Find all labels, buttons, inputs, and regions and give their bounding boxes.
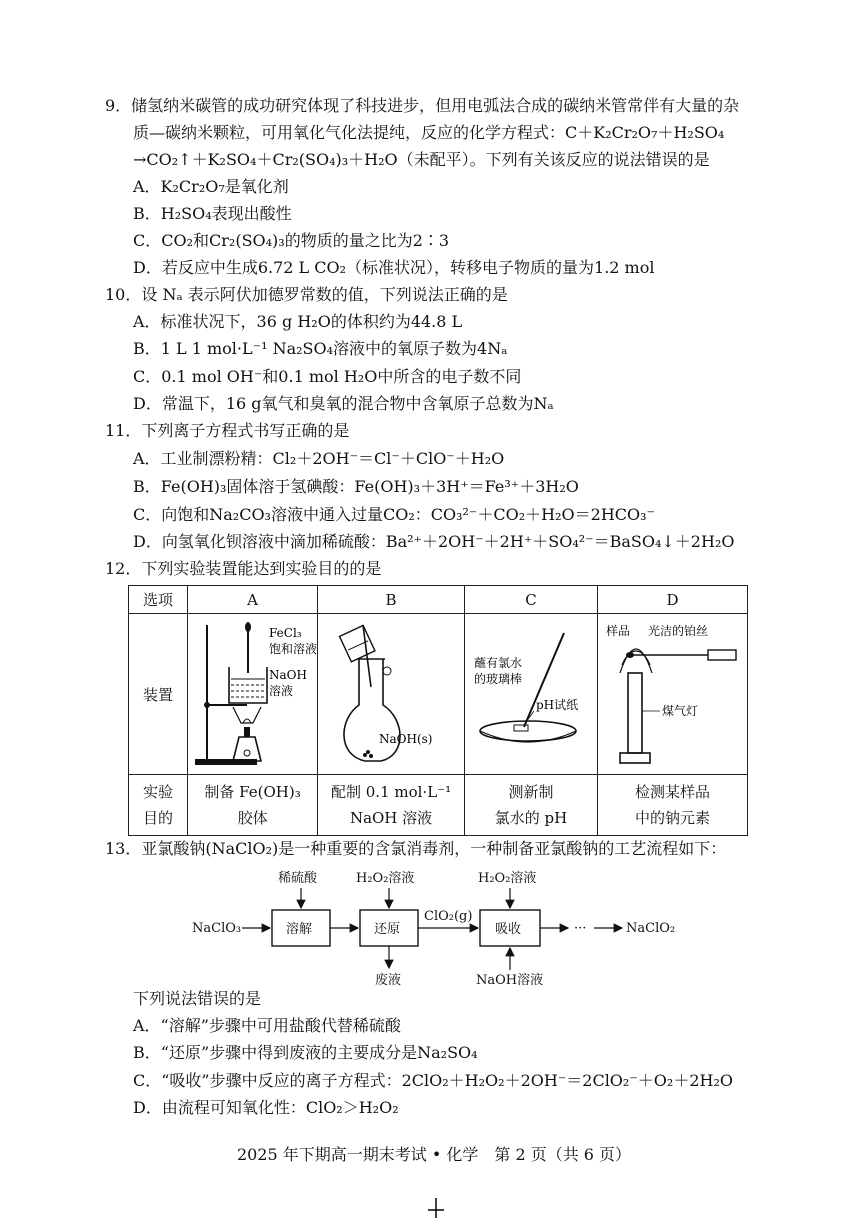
page-footer: 2025 年下期高一期末考试 • 化学 第 2 页（共 6 页） bbox=[236, 1145, 632, 1164]
figure-c-label-2: 的玻璃棒 bbox=[474, 671, 523, 686]
binding-mark-icon bbox=[427, 1196, 445, 1220]
flow-end-label: NaClO₂ bbox=[626, 921, 676, 936]
table-header-option: 选项 bbox=[129, 586, 188, 614]
flow-input-naoh: NaOH溶液 bbox=[476, 973, 544, 988]
figure-a-label-4: 溶液 bbox=[268, 683, 293, 698]
q9-option-c: C．CO₂和Cr₂(SO₄)₃的物质的量之比为2∶3 bbox=[133, 231, 450, 250]
flow-start-label: NaClO₃ bbox=[192, 921, 242, 936]
figure-a-label-2: 饱和溶液 bbox=[268, 641, 317, 656]
q10-option-c: C．0.1 mol OH⁻和0.1 mol H₂O中所含的电子数不同 bbox=[133, 367, 522, 386]
q13-stem: 13．亚氯酸钠(NaClO₂)是一种重要的含氯消毒剂，一种制备亚氯酸钠的工艺流程如下： bbox=[105, 839, 727, 858]
q10-option-d: D．常温下，16 g氧气和臭氧的混合物中含氧原子总数为Nₐ bbox=[133, 394, 554, 413]
figure-a-label-1: FeCl₃ bbox=[268, 625, 302, 640]
q10-stem: 10．设 Nₐ 表示阿伏加德罗常数的值，下列说法正确的是 bbox=[105, 285, 508, 304]
q13-option-b: B．“还原”步骤中得到废液的主要成分是Na₂SO₄ bbox=[133, 1043, 478, 1062]
figure-c-label-3: pH试纸 bbox=[536, 697, 579, 712]
flow-output-waste: 废液 bbox=[375, 973, 402, 988]
figure-a-colloid-setup bbox=[188, 614, 318, 775]
q11-option-b: B．Fe(OH)₃固体溶于氢碘酸：Fe(OH)₃＋3H⁺＝Fe³⁺＋3H₂O bbox=[133, 477, 579, 496]
table-header-c: C bbox=[465, 586, 598, 614]
q13-sub: 下列说法错误的是 bbox=[133, 989, 262, 1008]
q9-option-a: A．K₂Cr₂O₇是氧化剂 bbox=[133, 177, 289, 196]
figure-d-flame-test bbox=[597, 614, 747, 775]
figure-a-label-3: NaOH bbox=[268, 667, 307, 682]
q13-option-a: A．“溶解”步骤中可用盐酸代替稀硫酸 bbox=[133, 1016, 401, 1035]
q9-option-b: B．H₂SO₄表现出酸性 bbox=[133, 204, 292, 223]
q11-stem: 11．下列离子方程式书写正确的是 bbox=[105, 421, 350, 440]
figure-c-label-1: 蘸有氯水 bbox=[474, 655, 523, 670]
flow-box-reduce-label: 还原 bbox=[374, 922, 401, 937]
q13-option-d: D．由流程可知氧化性：ClO₂＞H₂O₂ bbox=[133, 1098, 399, 1117]
purpose-a: 制备 Fe(OH)₃ 胶体 bbox=[188, 775, 318, 836]
purpose-d: 检测某样品 中的钠元素 bbox=[597, 775, 747, 836]
figure-c-ph-test bbox=[465, 614, 598, 775]
q9-line1: 9．储氢纳米碳管的成功研究体现了科技进步，但用电弧法合成的碳纳米管常伴有大量的杂 bbox=[105, 96, 740, 115]
figure-d-label-1: 样品 bbox=[606, 623, 631, 638]
flow-box-dissolve-label: 溶解 bbox=[286, 922, 313, 937]
q13-option-c: C．“吸收”步骤中反应的离子方程式：2ClO₂＋H₂O₂＋2OH⁻＝2ClO₂⁻＋O₂＋2H₂O bbox=[133, 1071, 733, 1090]
q12-stem: 12．下列实验装置能达到实验目的的是 bbox=[105, 559, 382, 578]
q9-line2: 质—碳纳米颗粒，可用氧化气化法提纯，反应的化学方程式：C＋K₂Cr₂O₇＋H₂SO₄ bbox=[133, 123, 725, 142]
flow-gas-label: ClO₂(g) bbox=[424, 909, 473, 924]
q9-option-d: D．若反应中生成6.72 L CO₂（标准状况），转移电子物质的量为1.2 mol bbox=[133, 258, 655, 277]
flow-box-absorb-label: 吸收 bbox=[495, 922, 522, 937]
row-label-purpose: 实验 目的 bbox=[129, 775, 188, 836]
q11-option-c: C．向饱和Na₂CO₃溶液中通入过量CO₂：CO₃²⁻＋CO₂＋H₂O＝2HCO₃⁻ bbox=[133, 505, 655, 524]
figure-d-label-3: 煤气灯 bbox=[662, 703, 699, 718]
row-label-apparatus: 装置 bbox=[129, 614, 188, 775]
flow-input-acid: 稀硫酸 bbox=[278, 871, 318, 886]
q10-option-b: B．1 L 1 mol·L⁻¹ Na₂SO₄溶液中的氧原子数为4Nₐ bbox=[133, 339, 508, 358]
figure-b-label-1: NaOH(s) bbox=[378, 731, 433, 746]
table-header-a: A bbox=[188, 586, 318, 614]
q11-option-d: D．向氢氧化钡溶液中滴加稀硫酸：Ba²⁺＋2OH⁻＋2H⁺＋SO₄²⁻＝BaSO₄↓＋2H₂O bbox=[133, 532, 735, 551]
q11-option-a: A．工业制漂粉精：Cl₂＋2OH⁻＝Cl⁻＋ClO⁻＋H₂O bbox=[133, 449, 505, 468]
figure-b-volumetric-flask bbox=[318, 614, 465, 775]
flow-ellipsis: ··· bbox=[574, 921, 587, 936]
table-header-b: B bbox=[318, 586, 465, 614]
flow-input-h2o2-2: H₂O₂溶液 bbox=[478, 871, 537, 886]
process-flow-diagram bbox=[190, 866, 710, 992]
figure-d-label-2: 光洁的铂丝 bbox=[648, 623, 709, 638]
experiment-table bbox=[128, 585, 748, 836]
table-header-d: D bbox=[597, 586, 747, 614]
q10-option-a: A．标准状况下，36 g H₂O的体积约为44.8 L bbox=[133, 312, 463, 331]
flow-input-h2o2-1: H₂O₂溶液 bbox=[356, 871, 415, 886]
purpose-c: 测新制 氯水的 pH bbox=[465, 775, 598, 836]
q9-line3: →CO₂↑＋K₂SO₄＋Cr₂(SO₄)₃＋H₂O（未配平）。下列有关该反应的说法错误的是 bbox=[133, 150, 710, 169]
purpose-b: 配制 0.1 mol·L⁻¹ NaOH 溶液 bbox=[318, 775, 465, 836]
